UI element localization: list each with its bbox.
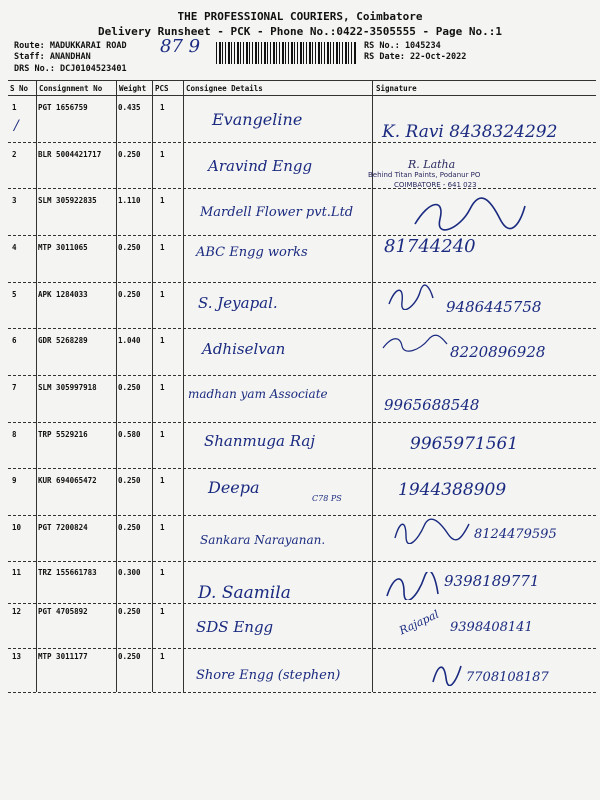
row-sno: 3 bbox=[12, 196, 17, 205]
row-weight: 0.250 bbox=[118, 290, 141, 299]
row-consignee: D. Saamila bbox=[198, 583, 291, 603]
row-signature: 9486445758 bbox=[446, 298, 542, 316]
stamp-city: COIMBATORE - 641 023 bbox=[394, 181, 477, 189]
row-consignee: SDS Engg bbox=[196, 618, 274, 636]
row-pcs: 1 bbox=[160, 607, 165, 616]
row-weight: 0.250 bbox=[118, 523, 141, 532]
rs-date: RS Date: 22-Oct-2022 bbox=[364, 52, 467, 62]
row-signature: 9965971561 bbox=[410, 434, 519, 454]
row-divider bbox=[8, 235, 596, 236]
row-consignment: SLM 305997918 bbox=[38, 383, 97, 392]
row-consignee: ABC Engg works bbox=[196, 245, 308, 260]
row-sno: 6 bbox=[12, 336, 17, 345]
row-consignee: S. Jeyapal. bbox=[198, 294, 278, 312]
handwritten-mark: 87 9 bbox=[160, 36, 201, 57]
handwritten-note: C78 PS bbox=[312, 494, 342, 503]
row-weight: 0.250 bbox=[118, 150, 141, 159]
row-sno: 12 bbox=[12, 607, 22, 616]
row-consignment: KUR 694065472 bbox=[38, 476, 97, 485]
row-weight: 0.250 bbox=[118, 476, 141, 485]
row-consignee: Evangeline bbox=[212, 110, 303, 129]
column-header-sno: S No bbox=[10, 84, 29, 93]
table-bottom-rule bbox=[8, 692, 596, 693]
row-consignment: PGT 4705892 bbox=[38, 607, 88, 616]
row-divider bbox=[8, 468, 596, 469]
row-divider bbox=[8, 375, 596, 376]
row-weight: 0.435 bbox=[118, 103, 141, 112]
row-sno: 5 bbox=[12, 290, 17, 299]
row-pcs: 1 bbox=[160, 652, 165, 661]
table-top-rule bbox=[8, 80, 596, 81]
row-sno: 7 bbox=[12, 383, 17, 392]
column-divider bbox=[183, 80, 184, 692]
row-sno: 4 bbox=[12, 243, 17, 252]
row-pcs: 1 bbox=[160, 383, 165, 392]
row-consignee: Sankara Narayanan. bbox=[200, 533, 326, 547]
row-divider bbox=[8, 561, 596, 562]
company-title: THE PROFESSIONAL COURIERS, Coimbatore bbox=[177, 10, 423, 23]
row-consignee: Deepa bbox=[208, 478, 260, 497]
row-consignment: MTP 3011065 bbox=[38, 243, 88, 252]
row-divider bbox=[8, 422, 596, 423]
column-header-consignee: Consignee Details bbox=[186, 84, 263, 93]
row-weight: 0.250 bbox=[118, 383, 141, 392]
row-consignment: APK 1284033 bbox=[38, 290, 88, 299]
row-weight: 0.580 bbox=[118, 430, 141, 439]
row-pcs: 1 bbox=[160, 523, 165, 532]
row-signature: K. Ravi 8438324292 bbox=[382, 122, 558, 142]
stamp-sign: R. Latha bbox=[408, 158, 456, 171]
row-pcs: 1 bbox=[160, 476, 165, 485]
row-divider bbox=[8, 328, 596, 329]
row-signature: 1944388909 bbox=[398, 480, 507, 500]
row-sno: 2 bbox=[12, 150, 17, 159]
row-consignee: Shore Engg (stephen) bbox=[196, 668, 341, 683]
row-pcs: 1 bbox=[160, 430, 165, 439]
signature-scribble bbox=[380, 334, 450, 354]
row-pcs: 1 bbox=[160, 196, 165, 205]
row-weight: 1.040 bbox=[118, 336, 141, 345]
row-signature: 81744240 bbox=[384, 236, 476, 257]
column-header-pcs: PCS bbox=[155, 84, 169, 93]
row-divider bbox=[8, 282, 596, 283]
barcode bbox=[216, 42, 356, 64]
row-consignment: TRZ 155661783 bbox=[38, 568, 97, 577]
runsheet-subtitle: Delivery Runsheet - PCK - Phone No.:0422-3505555 - Page No.:1 bbox=[98, 25, 502, 38]
row-pcs: 1 bbox=[160, 290, 165, 299]
row-pcs: 1 bbox=[160, 336, 165, 345]
route-label: Route: MADUKKARAI ROAD bbox=[14, 41, 127, 51]
row-sno: 8 bbox=[12, 430, 17, 439]
row-pcs: 1 bbox=[160, 243, 165, 252]
row-sno: 11 bbox=[12, 568, 22, 577]
signature-scribble bbox=[410, 194, 530, 234]
row-signature: 9398189771 bbox=[444, 572, 540, 590]
row-sno: 9 bbox=[12, 476, 17, 485]
row-divider bbox=[8, 515, 596, 516]
column-header-weight: Weight bbox=[119, 84, 147, 93]
row-consignment: PGT 7200824 bbox=[38, 523, 88, 532]
signature-scribble bbox=[392, 518, 472, 544]
row-signature: 7708108187 bbox=[466, 670, 549, 685]
row-divider bbox=[8, 648, 596, 649]
row-weight: 1.110 bbox=[118, 196, 141, 205]
column-header-signature: Signature bbox=[376, 84, 417, 93]
row-weight: 0.250 bbox=[118, 243, 141, 252]
row-consignment: BLR 5004421717 bbox=[38, 150, 102, 159]
stamp-address: Behind Titan Paints, Podanur PO bbox=[368, 171, 481, 179]
row-consignment: MTP 3011177 bbox=[38, 652, 88, 661]
row-sno: 13 bbox=[12, 652, 22, 661]
row-signature: 8124479595 bbox=[474, 527, 557, 542]
row-signature: 8220896928 bbox=[450, 343, 546, 361]
column-header-consignment: Consignment No bbox=[39, 84, 103, 93]
rs-number: RS No.: 1045234 bbox=[364, 41, 441, 51]
row-weight: 0.250 bbox=[118, 607, 141, 616]
signature-scribble bbox=[386, 284, 436, 310]
row-pcs: 1 bbox=[160, 150, 165, 159]
table-header-rule bbox=[8, 95, 596, 96]
staff-label: Staff: ANANDHAN bbox=[14, 52, 91, 62]
row-divider bbox=[8, 603, 596, 604]
row-pcs: 1 bbox=[160, 103, 165, 112]
row-consignment: SLM 305922835 bbox=[38, 196, 97, 205]
row-divider bbox=[8, 142, 596, 143]
column-divider bbox=[116, 80, 117, 692]
column-divider bbox=[36, 80, 37, 692]
row-consignee: Shanmuga Raj bbox=[204, 432, 315, 450]
row-sno: 1 bbox=[12, 103, 17, 112]
row-weight: 0.300 bbox=[118, 568, 141, 577]
row-weight: 0.250 bbox=[118, 652, 141, 661]
row-sno: 10 bbox=[12, 523, 22, 532]
row-consignment: TRP 5529216 bbox=[38, 430, 88, 439]
row-consignee: Aravind Engg bbox=[208, 157, 313, 175]
drs-label: DRS No.: DCJ0104523401 bbox=[14, 64, 127, 74]
row-consignee: Mardell Flower pvt.Ltd bbox=[200, 205, 354, 220]
row-consignment: PGT 1656759 bbox=[38, 103, 88, 112]
row-signature: 9398408141 bbox=[450, 620, 533, 635]
signature-scribble bbox=[430, 660, 464, 686]
column-divider bbox=[152, 80, 153, 692]
row-consignment: GDR 5268289 bbox=[38, 336, 88, 345]
row-consignee: Adhiselvan bbox=[202, 340, 286, 358]
signature-scribble bbox=[384, 572, 440, 600]
row-signature: 9965688548 bbox=[384, 396, 480, 414]
row-consignee: madhan yam Associate bbox=[188, 387, 328, 401]
row-pcs: 1 bbox=[160, 568, 165, 577]
tick-mark: / bbox=[14, 118, 19, 134]
handwritten-sign: Rajapal bbox=[397, 607, 441, 638]
